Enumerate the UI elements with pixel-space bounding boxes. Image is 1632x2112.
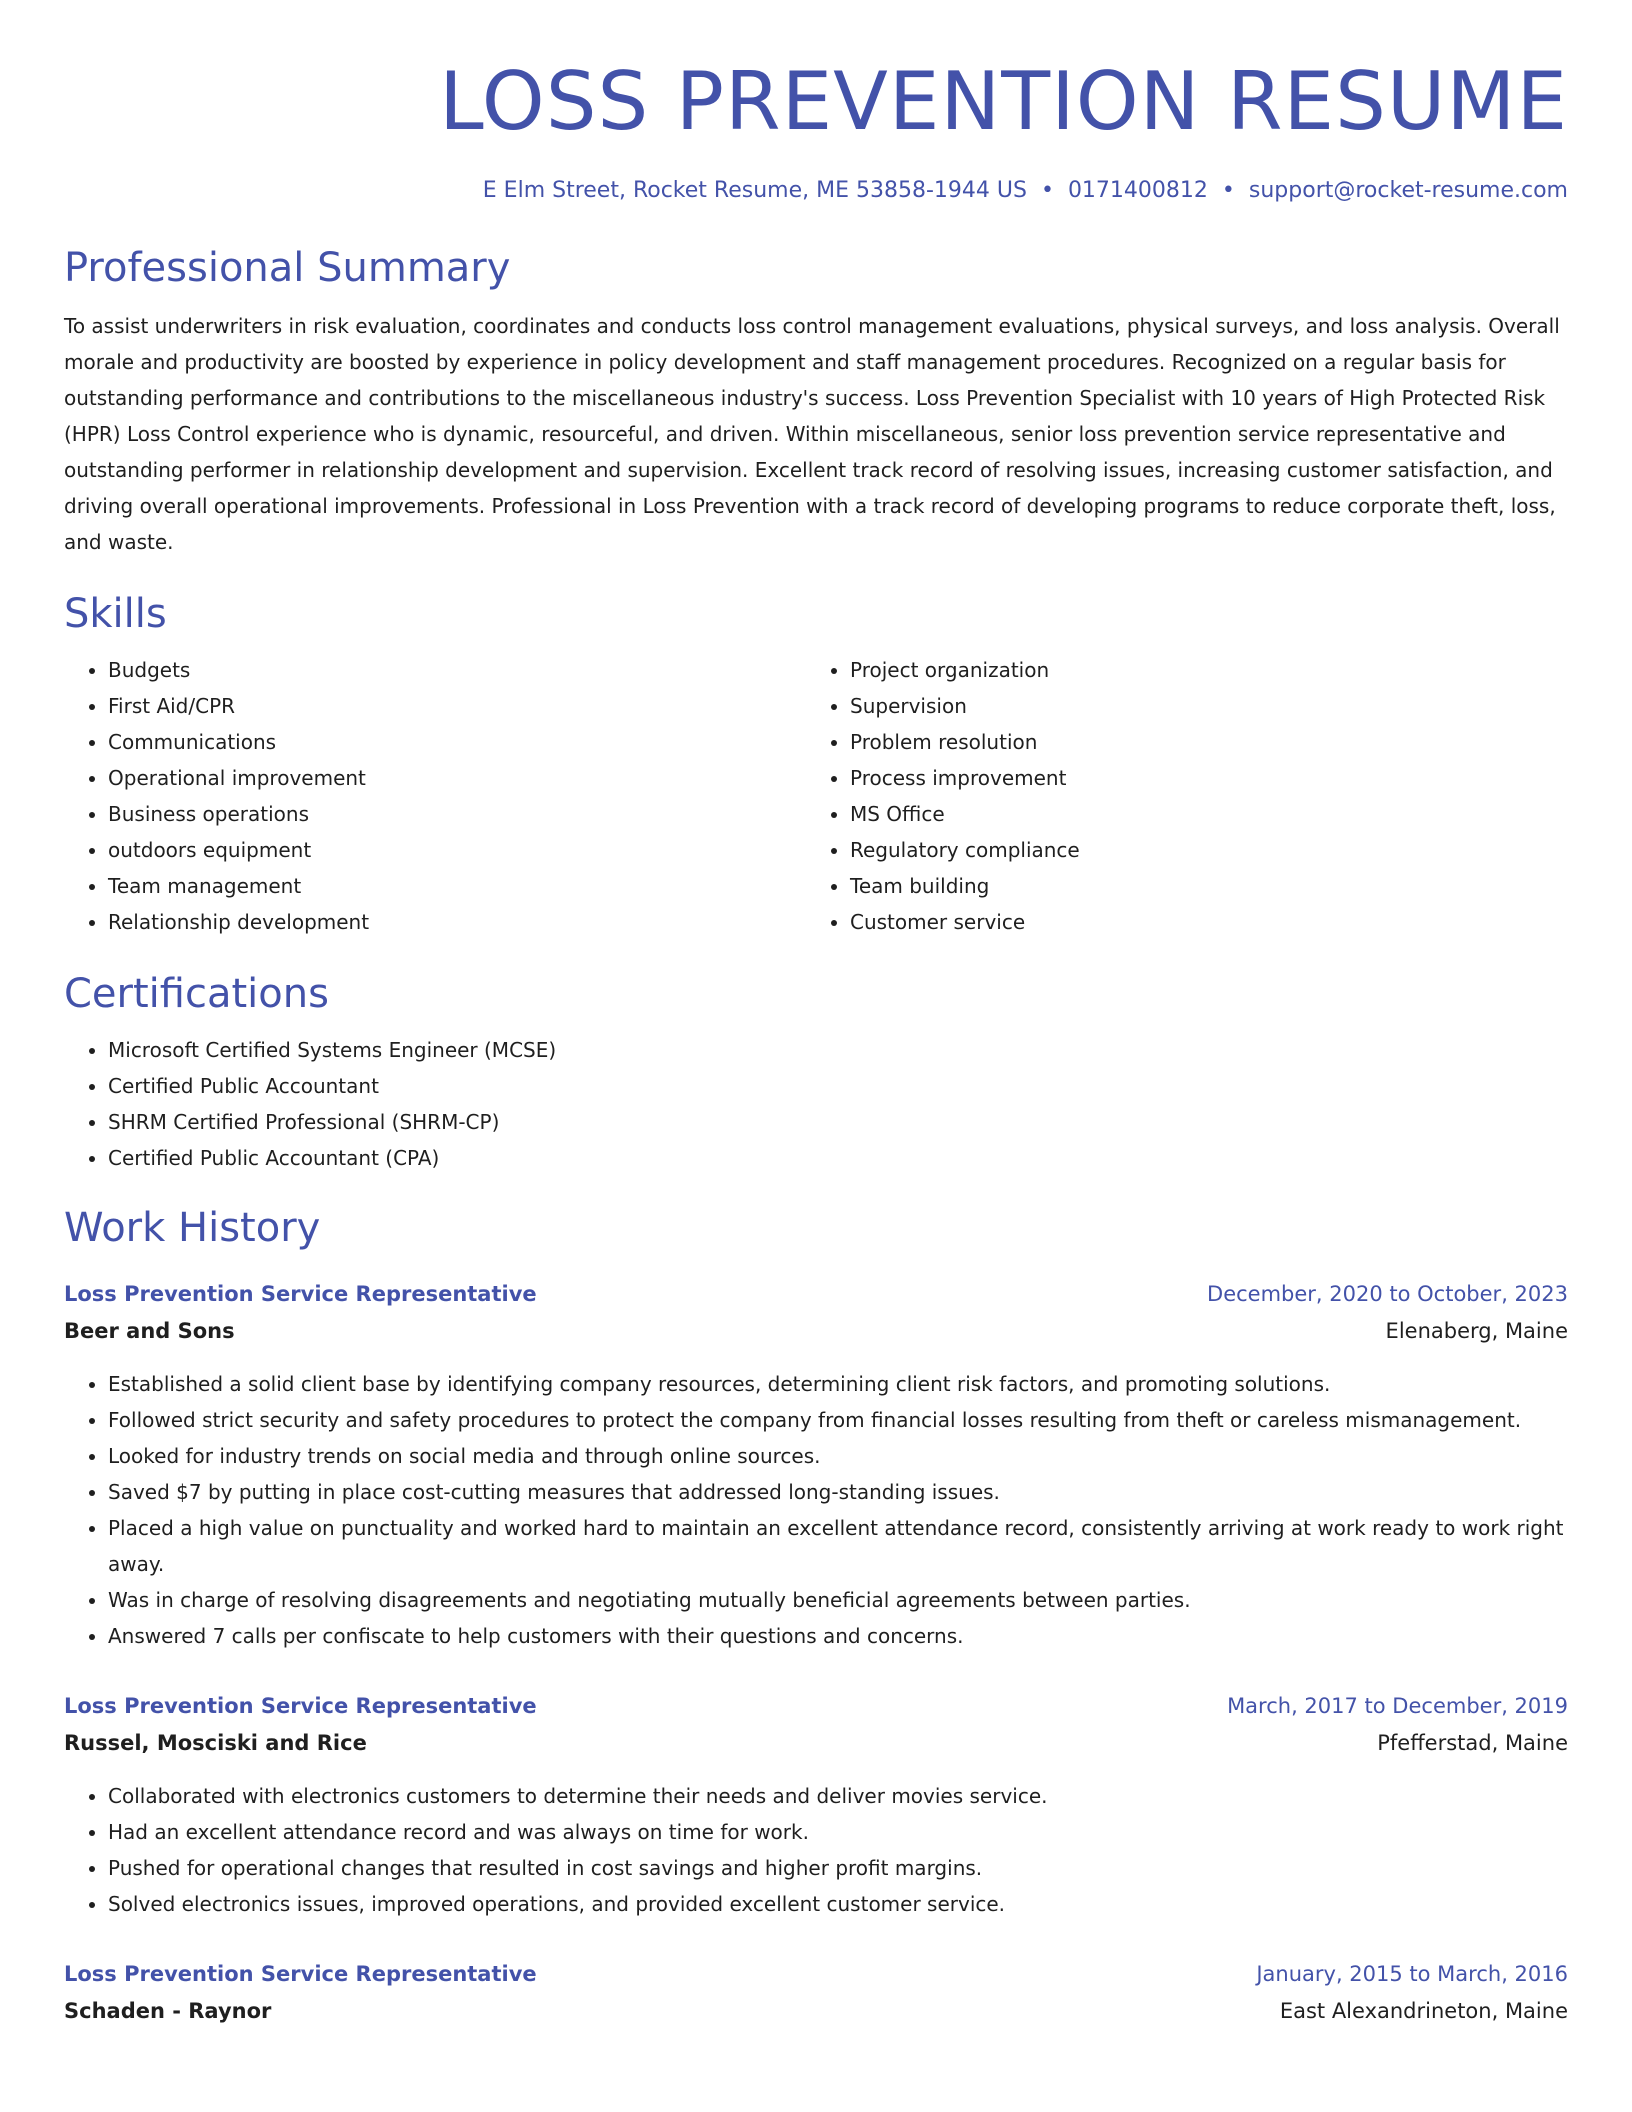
skill-item: • MS Office [850, 796, 1548, 832]
skills-list-left [64, 652, 806, 940]
job-dates: March, 2017 to December, 2019 [1227, 1694, 1568, 1718]
skill-item: • Process improvement [850, 760, 1548, 796]
job-duty-item: • Saved $7 by putting in place cost-cutting measures that addressed long-standing issues. [108, 1474, 1568, 1510]
skill-item: • Supervision [850, 688, 1548, 724]
skill-item: • Problem resolution [850, 724, 1548, 760]
summary-text: To assist underwriters in risk evaluation, coordinates and conducts loss control management evaluations, physical surveys, and loss analysis. Overall morale and productivity are boosted by experience in policy development and staff management procedures. Recognized on a regular basis for outstanding performance and contributions to the miscellaneous industry's success. Loss Prevention Specialist with 10 years of High Protected Risk (HPR) Loss Control experience who is dynamic, resourceful, and driven. Within miscellaneous, senior loss prevention service representative and outstanding performer in relationship development and supervision. Excellent track record of resolving issues, increasing customer satisfaction, and driving overall operational improvements. Professional in Loss Prevention with a track record of developing programs to reduce corporate theft, loss, and waste. [64, 314, 1560, 554]
contact-phone: 0171400812 [1067, 178, 1208, 203]
skill-item: • Project organization [850, 652, 1548, 688]
certification-item: • SHRM Certified Professional (SHRM-CP) [108, 1104, 1568, 1140]
section-title-work-history: Work History [64, 1205, 321, 1251]
job-company-row [64, 1312, 1568, 1350]
job-duty-item: • Established a solid client base by identifying company resources, determining client risk factors, and promoting solutions. [108, 1366, 1568, 1402]
skill-item: • First Aid/CPR [108, 688, 806, 724]
work-history-section [64, 1202, 1568, 2030]
skill-item: • Budgets [108, 652, 806, 688]
certification-item: • Certified Public Accountant [108, 1068, 1568, 1104]
job-header-row [64, 1956, 1568, 1992]
job-duty-item: • Collaborated with electronics customers to determine their needs and deliver movies service. [108, 1778, 1568, 1814]
section-title-certifications: Certifications [64, 971, 329, 1017]
job-entry [64, 1956, 1568, 2030]
skill-item: • Operational improvement [108, 760, 806, 796]
job-duty-item: • Had an excellent attendance record and was always on time for work. [108, 1814, 1568, 1850]
contact-line [64, 176, 1568, 206]
contact-email[interactable]: support@rocket-resume.com [1248, 178, 1568, 203]
job-duties-list [64, 1778, 1568, 1922]
job-duty-item: • Solved electronics issues, improved operations, and provided excellent customer service. [108, 1886, 1568, 1922]
certifications-list [64, 1032, 1568, 1176]
contact-separator: • [1040, 178, 1054, 203]
job-header-row [64, 1688, 1568, 1724]
professional-summary-section [64, 242, 1568, 560]
job-entry [64, 1276, 1568, 1654]
job-duty-item: • Placed a high value on punctuality and worked hard to maintain an excellent attendance record, consistently arriving at work ready to work right away. [108, 1510, 1568, 1582]
skill-item: • Customer service [850, 904, 1548, 940]
job-duties-list [64, 1366, 1568, 1654]
skills-grid [64, 652, 1568, 940]
job-location: Elenaberg, Maine [1385, 1319, 1568, 1343]
job-location: East Alexandrineton, Maine [1279, 1999, 1568, 2023]
job-company-row [64, 1724, 1568, 1762]
resume-header [64, 0, 1568, 206]
job-company-row [64, 1992, 1568, 2030]
certification-item: • Microsoft Certified Systems Engineer (MCSE) [108, 1032, 1568, 1068]
job-duty-item: • Looked for industry trends on social media and through online sources. [108, 1438, 1568, 1474]
job-duty-item: • Was in charge of resolving disagreements and negotiating mutually beneficial agreements between parties. [108, 1582, 1568, 1618]
job-title: Loss Prevention Service Representative [64, 1282, 537, 1306]
contact-address: E Elm Street, Rocket Resume, ME 53858-1944 US [482, 178, 1027, 203]
job-duty-item: • Pushed for operational changes that resulted in cost savings and higher profit margins. [108, 1850, 1568, 1886]
job-header-row [64, 1276, 1568, 1312]
job-duty-item: • Followed strict security and safety procedures to protect the company from financial losses resulting from theft or careless mismanagement. [108, 1402, 1568, 1438]
job-entry [64, 1688, 1568, 1922]
job-duty-item: • Answered 7 calls per confiscate to help customers with their questions and concerns. [108, 1618, 1568, 1654]
job-company: Schaden - Raynor [64, 1999, 272, 2023]
job-company: Russel, Mosciski and Rice [64, 1731, 367, 1755]
skill-item: • Communications [108, 724, 806, 760]
section-title-summary: Professional Summary [64, 245, 511, 291]
job-title: Loss Prevention Service Representative [64, 1694, 537, 1718]
contact-separator: • [1221, 178, 1235, 203]
skills-list-right [806, 652, 1548, 940]
skill-item: • Relationship development [108, 904, 806, 940]
job-title: Loss Prevention Service Representative [64, 1962, 537, 1986]
skill-item: • Business operations [108, 796, 806, 832]
skill-item: • outdoors equipment [108, 832, 806, 868]
resume-title: LOSS PREVENTION RESUME [439, 55, 1568, 148]
certifications-section [64, 968, 1568, 1176]
job-dates: January, 2015 to March, 2016 [1256, 1962, 1568, 1986]
skills-section [64, 588, 1568, 940]
skill-item: • Team management [108, 868, 806, 904]
section-title-skills: Skills [64, 591, 167, 637]
job-dates: December, 2020 to October, 2023 [1207, 1282, 1568, 1306]
skill-item: • Team building [850, 868, 1548, 904]
skill-item: • Regulatory compliance [850, 832, 1548, 868]
certification-item: • Certified Public Accountant (CPA) [108, 1140, 1568, 1176]
job-location: Pfefferstad, Maine [1377, 1731, 1568, 1755]
job-company: Beer and Sons [64, 1319, 235, 1343]
